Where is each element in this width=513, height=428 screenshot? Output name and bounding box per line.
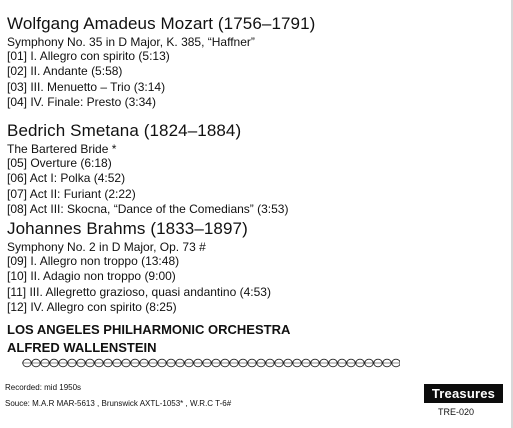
ornamental-divider bbox=[22, 358, 400, 368]
composer-section-brahms bbox=[7, 219, 502, 315]
work-title: The Bartered Bride * bbox=[7, 142, 117, 156]
orchestra-name: LOS ANGELES PHILHARMONIC ORCHESTRA bbox=[7, 322, 291, 337]
track-item: [02] II. Andante (5:58) bbox=[7, 64, 123, 79]
work-title: Symphony No. 2 in D Major, Op. 73 # bbox=[7, 240, 206, 254]
work-title: Symphony No. 35 in D Major, K. 385, “Haffner” bbox=[7, 35, 255, 49]
performers-block bbox=[7, 321, 290, 357]
track-item: [09] I. Allegro non troppo (13:48) bbox=[7, 254, 180, 268]
track-item: [01] I. Allegro con spirito (5:13) bbox=[7, 49, 170, 63]
track-item: [07] Act II: Furiant (2:22) bbox=[7, 186, 136, 201]
track-item: [08] Act III: Skocna, “Dance of the Comedians” (3:53) bbox=[7, 201, 289, 216]
composer-heading: Johannes Brahms (1833–1897) bbox=[7, 219, 248, 238]
track-item: [03] III. Menuetto – Trio (3:14) bbox=[7, 79, 166, 94]
recording-date-note: Recorded: mid 1950s bbox=[5, 383, 82, 392]
track-item: [06] Act I: Polka (4:52) bbox=[7, 171, 126, 186]
track-item: [05] Overture (6:18) bbox=[7, 156, 112, 170]
track-item: [12] IV. Allegro con spirito (8:25) bbox=[7, 299, 177, 314]
composer-section-smetana bbox=[7, 121, 502, 217]
conductor-name: ALFRED WALLENSTEIN bbox=[7, 340, 157, 355]
track-item: [11] III. Allegretto grazioso, quasi andantino (4:53) bbox=[7, 284, 271, 299]
catalog-number: TRE-020 bbox=[438, 407, 475, 417]
composer-heading: Bedrich Smetana (1824–1884) bbox=[7, 121, 242, 140]
track-item: [04] IV. Finale: Presto (3:34) bbox=[7, 94, 156, 109]
source-note: Souce: M.A.R MAR-5613 , Brunswick AXTL-1053* , W.R.C T-6# bbox=[5, 399, 232, 408]
composer-heading: Wolfgang Amadeus Mozart (1756–1791) bbox=[7, 14, 316, 33]
composer-section-mozart bbox=[7, 14, 502, 110]
track-item: [10] II. Adagio non troppo (9:00) bbox=[7, 269, 176, 284]
treasures-logo: Treasures bbox=[424, 384, 503, 403]
